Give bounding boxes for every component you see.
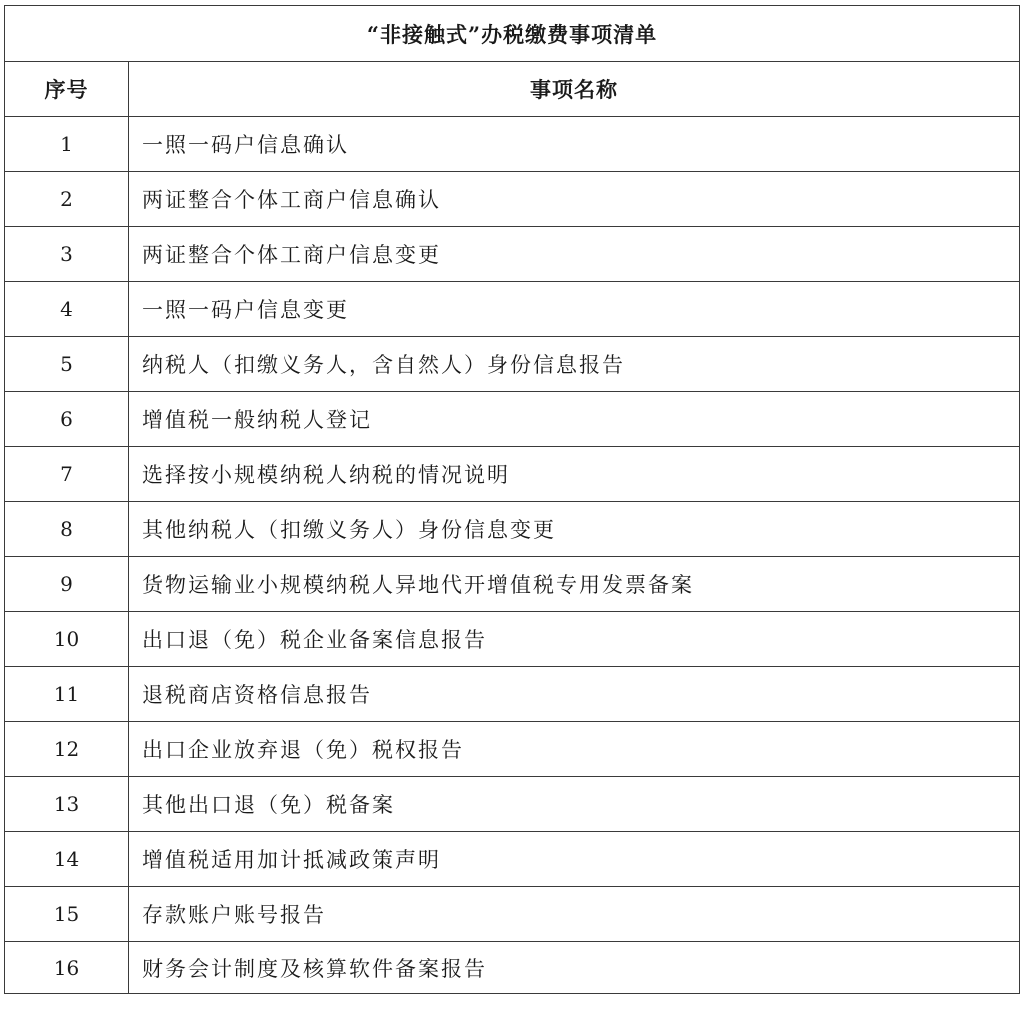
row-number: 3 (5, 227, 129, 282)
table-row (5, 392, 1020, 447)
row-number: 4 (5, 282, 129, 337)
row-item-name: 其他纳税人（扣缴义务人）身份信息变更 (129, 502, 1020, 557)
table-title: “非接触式”办税缴费事项清单 (5, 6, 1020, 62)
matters-list-table (4, 5, 1020, 994)
row-number: 5 (5, 337, 129, 392)
row-number: 12 (5, 722, 129, 777)
table-row (5, 667, 1020, 722)
row-number: 11 (5, 667, 129, 722)
row-number: 2 (5, 172, 129, 227)
row-item-name: 财务会计制度及核算软件备案报告 (129, 942, 1020, 994)
row-item-name: 增值税适用加计抵减政策声明 (129, 832, 1020, 887)
row-item-name: 其他出口退（免）税备案 (129, 777, 1020, 832)
row-number: 6 (5, 392, 129, 447)
table-title-row (5, 6, 1020, 62)
table-row (5, 777, 1020, 832)
row-number: 10 (5, 612, 129, 667)
table-row (5, 337, 1020, 392)
row-item-name: 货物运输业小规模纳税人异地代开增值税专用发票备案 (129, 557, 1020, 612)
row-item-name: 出口企业放弃退（免）税权报告 (129, 722, 1020, 777)
table-row (5, 502, 1020, 557)
row-item-name: 存款账户账号报告 (129, 887, 1020, 942)
row-number: 7 (5, 447, 129, 502)
table-row (5, 832, 1020, 887)
table-row (5, 282, 1020, 337)
table-row (5, 227, 1020, 282)
table-row (5, 172, 1020, 227)
table-row (5, 887, 1020, 942)
table-row (5, 722, 1020, 777)
table-header-row (5, 62, 1020, 117)
row-number: 1 (5, 117, 129, 172)
row-item-name: 一照一码户信息确认 (129, 117, 1020, 172)
column-header-name: 事项名称 (129, 62, 1020, 117)
table-row (5, 942, 1020, 994)
row-number: 14 (5, 832, 129, 887)
row-item-name: 出口退（免）税企业备案信息报告 (129, 612, 1020, 667)
row-number: 16 (5, 942, 129, 994)
table-row (5, 557, 1020, 612)
row-item-name: 选择按小规模纳税人纳税的情况说明 (129, 447, 1020, 502)
table-row (5, 612, 1020, 667)
row-item-name: 两证整合个体工商户信息变更 (129, 227, 1020, 282)
table-row (5, 447, 1020, 502)
row-number: 15 (5, 887, 129, 942)
row-item-name: 增值税一般纳税人登记 (129, 392, 1020, 447)
row-item-name: 两证整合个体工商户信息确认 (129, 172, 1020, 227)
row-item-name: 退税商店资格信息报告 (129, 667, 1020, 722)
row-item-name: 一照一码户信息变更 (129, 282, 1020, 337)
row-number: 13 (5, 777, 129, 832)
table-row (5, 117, 1020, 172)
row-number: 9 (5, 557, 129, 612)
column-header-no: 序号 (5, 62, 129, 117)
row-number: 8 (5, 502, 129, 557)
row-item-name: 纳税人（扣缴义务人，含自然人）身份信息报告 (129, 337, 1020, 392)
